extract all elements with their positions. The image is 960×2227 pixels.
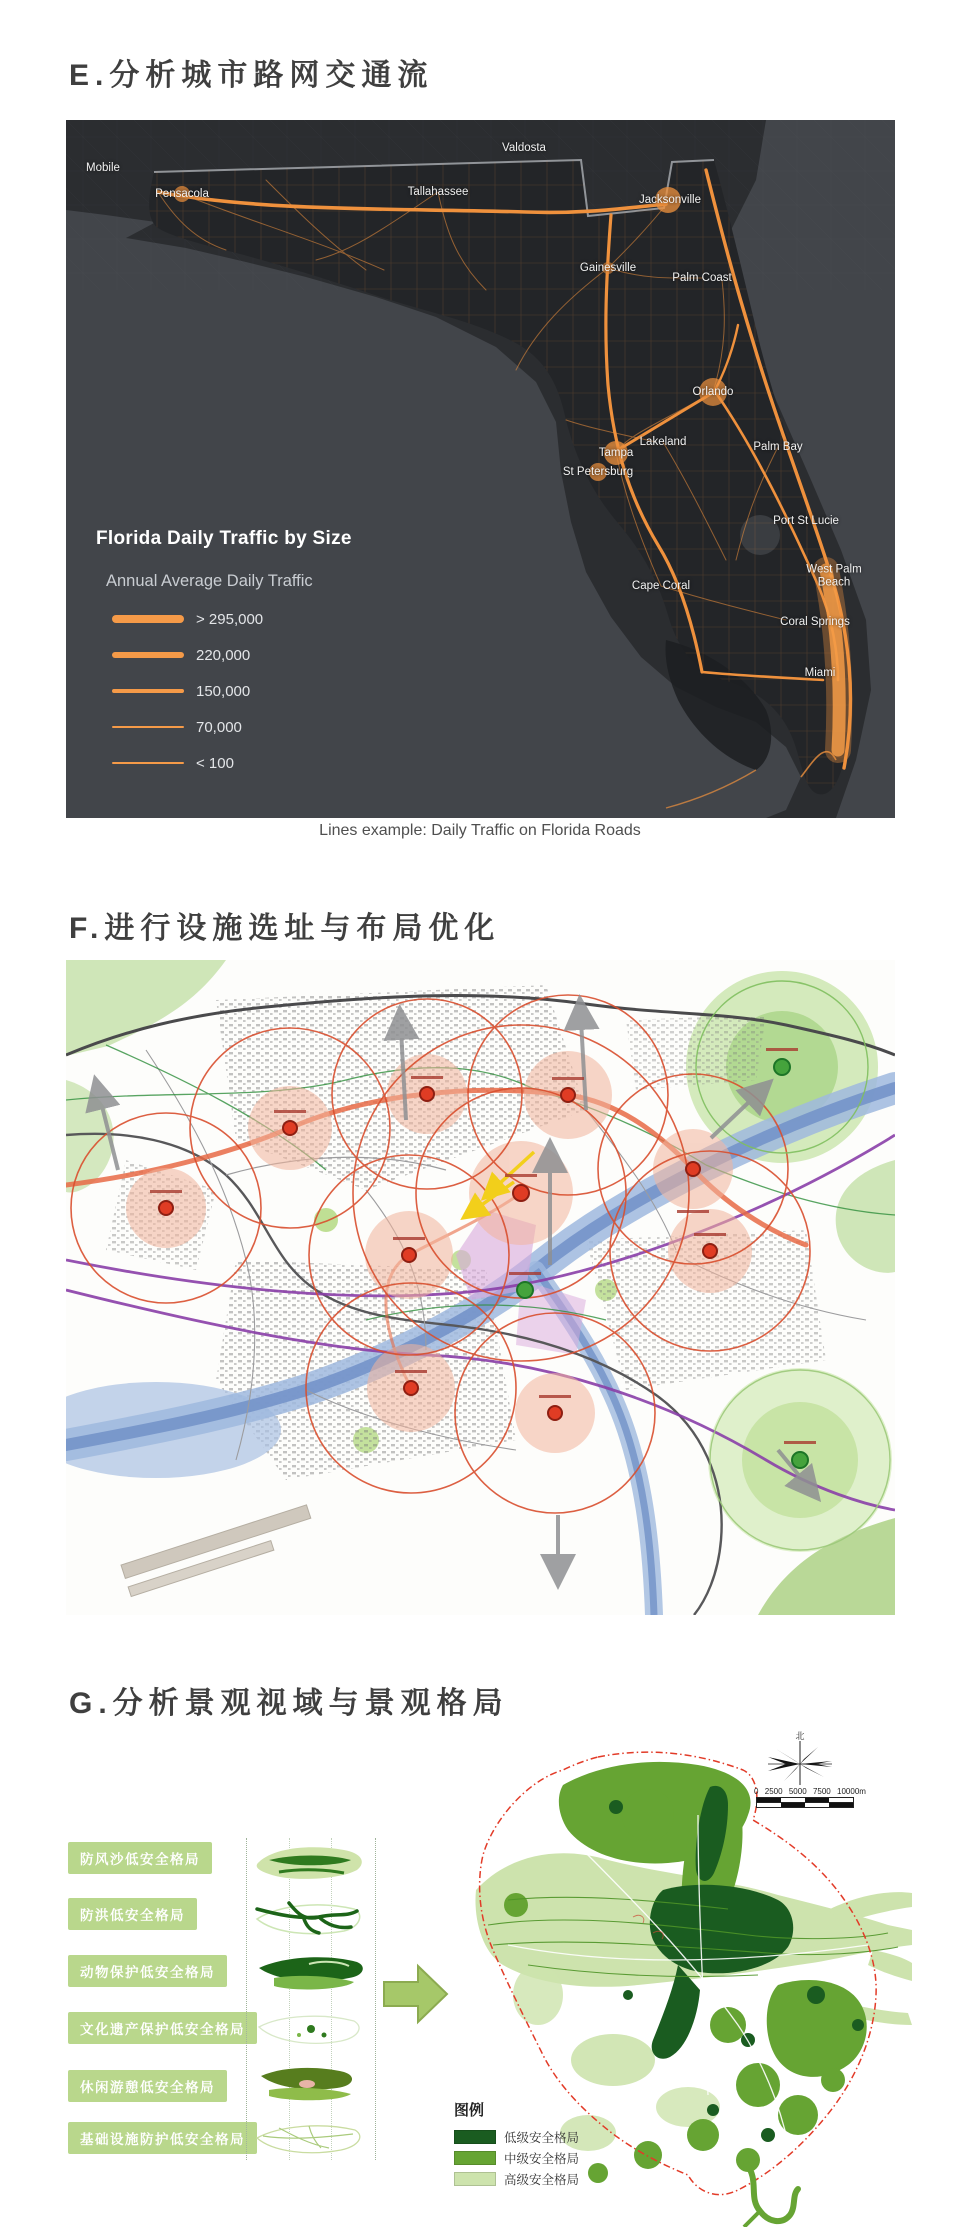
scale-tick-label: 2500 xyxy=(764,1787,783,1796)
traffic-line-sample xyxy=(112,652,184,658)
city-label: St Petersburg xyxy=(562,465,634,478)
legend-title: 图例 xyxy=(454,2102,485,2119)
scale-tick-label: 5000 xyxy=(788,1787,807,1796)
legend-item xyxy=(454,2128,614,2146)
layer-label-pill: 防风沙低安全格局 xyxy=(68,1842,212,1874)
city-label: Lakeland xyxy=(639,435,687,448)
scale-bar-segments xyxy=(756,1802,854,1808)
city-label: West Palm Beach xyxy=(806,563,862,588)
section-f-title: F.进行设施选址与布局优化 xyxy=(69,912,501,945)
compass-rose xyxy=(766,1731,834,1792)
city-label: Tampa xyxy=(598,446,634,459)
legend-item-label: < 100 xyxy=(196,754,234,772)
traffic-line-sample xyxy=(112,689,184,694)
city-label: Valdosta xyxy=(502,141,546,154)
legend-item-label: 中级安全格局 xyxy=(504,2152,580,2166)
layer-label-pill: 文化遗产保护低安全格局 xyxy=(68,2012,257,2044)
legend-item-label: 220,000 xyxy=(196,646,251,664)
scale-bar-segments xyxy=(756,1797,854,1802)
city-label: Palm Bay xyxy=(753,440,803,453)
legend-item xyxy=(112,745,416,781)
scale-tick-label: 0 xyxy=(754,1787,759,1796)
scale-bar-ticks xyxy=(754,1787,866,1796)
stack-layer-infrastructure xyxy=(249,2112,373,2160)
city-label: Pensacola xyxy=(155,187,209,200)
legend-color-swatch xyxy=(454,2172,496,2186)
stack-layer-windbreak xyxy=(249,1838,373,1886)
legend-rows xyxy=(454,2128,614,2188)
landscape-legend xyxy=(454,2099,614,2191)
legend-item xyxy=(112,709,416,745)
city-label: Orlando xyxy=(692,385,734,398)
overlay-layer-stack xyxy=(246,1838,376,2160)
city-label: Cape Coral xyxy=(631,579,691,592)
landscape-pattern-map xyxy=(448,1695,912,2227)
florida-traffic-map xyxy=(66,120,895,818)
layer-label-pill: 休闲游憩低安全格局 xyxy=(68,2070,227,2102)
scale-tick-label: 7500 xyxy=(812,1787,831,1796)
city-label: Mobile xyxy=(86,161,120,174)
legend-item-label: 70,000 xyxy=(196,718,242,736)
traffic-line-sample xyxy=(112,762,184,763)
facility-map-graphic xyxy=(66,960,895,1615)
facility-siting-map xyxy=(66,960,895,1615)
legend-item-label: 低级安全格局 xyxy=(504,2131,580,2145)
city-label: Jacksonville xyxy=(639,193,701,206)
legend-item xyxy=(112,673,416,709)
traffic-line-sample xyxy=(112,726,184,728)
city-label: Coral Springs xyxy=(780,615,850,628)
traffic-legend xyxy=(96,528,416,781)
legend-item xyxy=(112,637,416,673)
city-label: Miami xyxy=(804,666,836,679)
legend-items xyxy=(96,601,416,781)
scale-bar xyxy=(754,1787,866,1808)
section-e-title: E.分析城市路网交通流 xyxy=(69,59,434,92)
city-label: Tallahassee xyxy=(407,185,469,198)
layer-label-pill: 防洪低安全格局 xyxy=(68,1898,197,1930)
legend-item-label: 高级安全格局 xyxy=(504,2173,580,2187)
legend-item xyxy=(454,2149,614,2167)
stack-layer-wildlife xyxy=(249,1948,373,1996)
map-caption: Lines example: Daily Traffic on Florida Roads xyxy=(319,822,641,839)
stack-layer-flood xyxy=(249,1893,373,1941)
north-label: 北 xyxy=(795,1731,805,1741)
stack-layer-recreation xyxy=(249,2058,373,2106)
scale-tick-label: 10000m xyxy=(837,1787,866,1796)
legend-item xyxy=(112,601,416,637)
city-label: Port St Lucie xyxy=(773,514,839,527)
legend-item-label: 150,000 xyxy=(196,682,251,700)
layer-label-pill: 动物保护低安全格局 xyxy=(68,1955,227,1987)
legend-subtitle: Annual Average Daily Traffic xyxy=(106,572,313,590)
city-label: Gainesville xyxy=(579,261,637,274)
stack-layer-heritage xyxy=(249,2003,373,2051)
traffic-line-sample xyxy=(112,615,184,623)
legend-color-swatch xyxy=(454,2130,496,2144)
legend-title: Florida Daily Traffic by Size xyxy=(96,528,352,549)
compass-rose-icon xyxy=(766,1741,834,1787)
city-label: Palm Coast xyxy=(672,271,732,284)
legend-item xyxy=(454,2170,614,2188)
overlay-arrow-icon xyxy=(383,1962,449,2031)
legend-item-label: > 295,000 xyxy=(196,610,264,628)
legend-color-swatch xyxy=(454,2151,496,2165)
layer-label-pill: 基础设施防护低安全格局 xyxy=(68,2122,257,2154)
section-g-title: G.分析景观视域与景观格局 xyxy=(69,1687,509,1720)
